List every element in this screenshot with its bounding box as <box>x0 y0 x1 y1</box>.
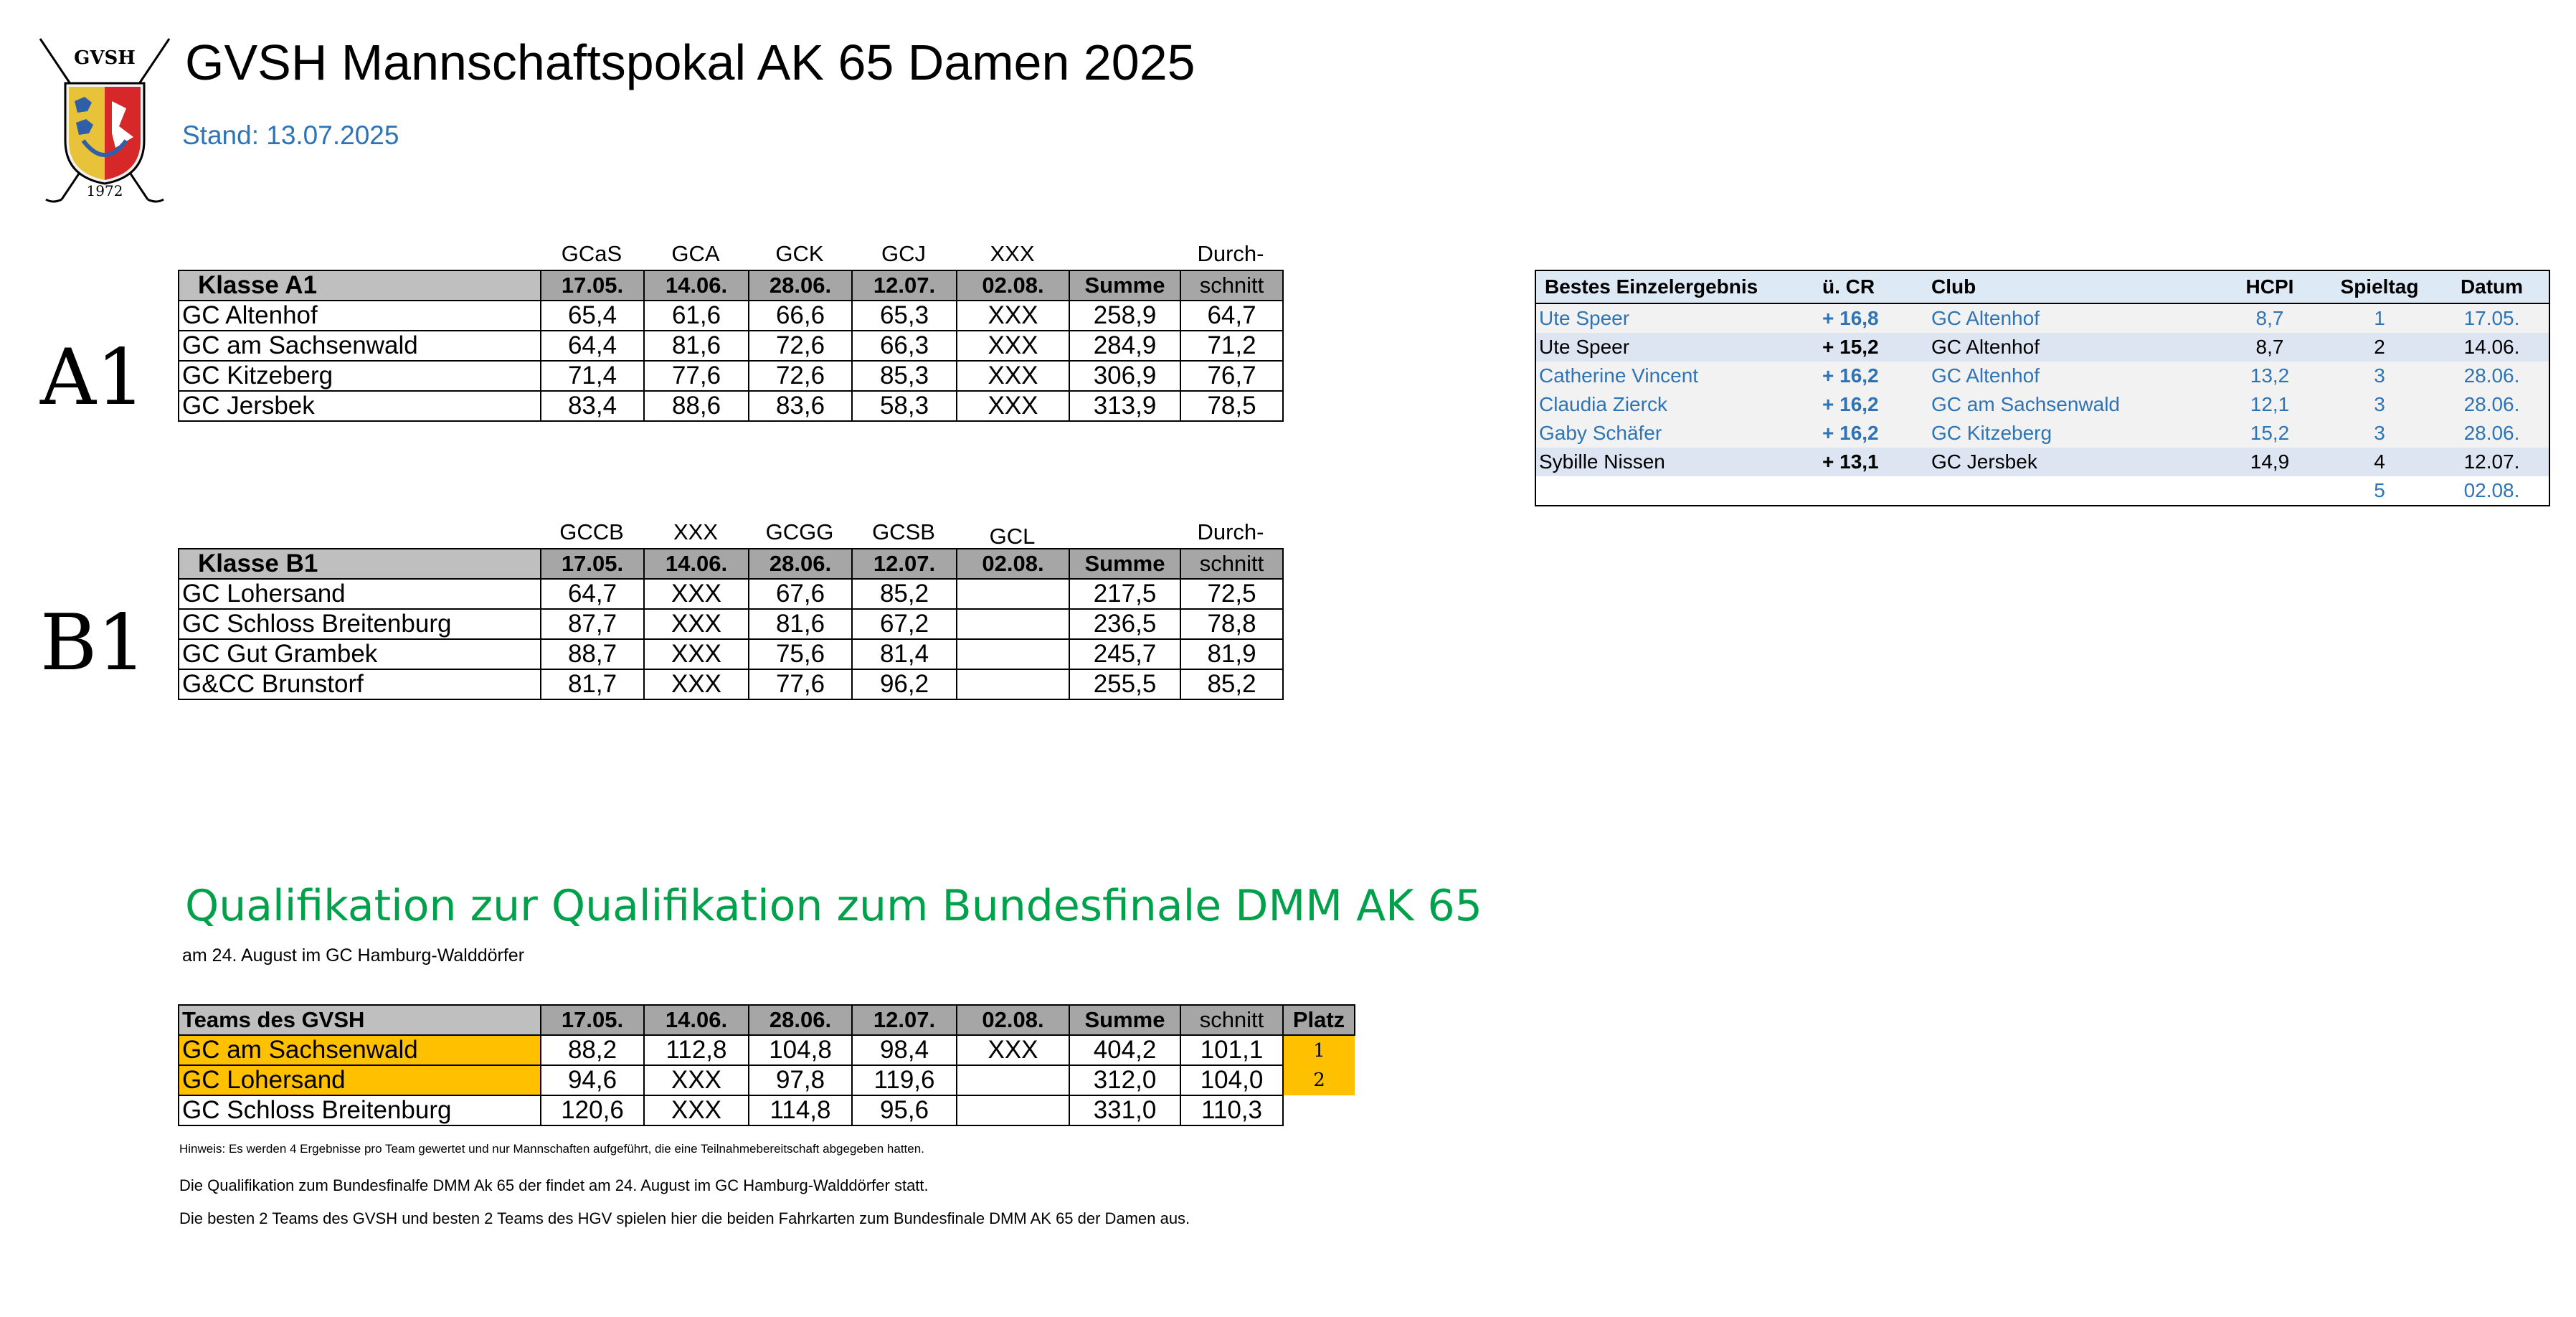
hcpi-value: 8,7 <box>2215 303 2324 333</box>
score-cell: 83,4 <box>541 391 644 421</box>
hcpi-value: 15,2 <box>2215 419 2324 448</box>
score-cell <box>957 1095 1069 1125</box>
cr-value: + 16,2 <box>1819 390 1928 419</box>
date-header: 17.05. <box>541 1005 644 1035</box>
avg-cell: 104,0 <box>1180 1065 1283 1095</box>
score-cell: 65,4 <box>541 301 644 331</box>
club-code: GCGG <box>765 519 834 544</box>
cr-value <box>1819 476 1928 506</box>
qualification-header-row <box>179 1005 1355 1035</box>
team-name: GC Schloss Breitenburg <box>179 1095 541 1125</box>
team-name: GC Altenhof <box>179 301 541 331</box>
score-cell: 77,6 <box>749 669 852 699</box>
table-row <box>179 391 1283 421</box>
table-row <box>179 1095 1355 1125</box>
date-header: 17.05. <box>541 270 644 301</box>
score-cell: 85,3 <box>852 361 957 391</box>
qualification-subtitle: am 24. August im GC Hamburg-Walddörfer <box>182 945 525 966</box>
qualification-table <box>178 1004 1355 1126</box>
b1-table <box>178 548 1284 700</box>
date-header: 14.06. <box>644 270 749 301</box>
cr-value: + 16,2 <box>1819 362 1928 390</box>
b1-label: B1 <box>40 598 147 688</box>
team-name: GC Jersbek <box>179 391 541 421</box>
score-cell: 85,2 <box>852 579 957 609</box>
player-name: Ute Speer <box>1535 303 1819 333</box>
table-row <box>1535 333 2549 362</box>
teams-header: Teams des GVSH <box>179 1005 541 1035</box>
header-cell: Spieltag <box>2324 270 2435 303</box>
score-cell: XXX <box>644 1065 749 1095</box>
date-header: 14.06. <box>644 1005 749 1035</box>
score-cell: 88,7 <box>541 639 644 669</box>
table-row <box>179 579 1283 609</box>
table-row <box>179 361 1283 391</box>
player-name: Catherine Vincent <box>1535 362 1819 390</box>
score-cell: 96,2 <box>852 669 957 699</box>
durch-label: Durch- <box>1197 241 1264 266</box>
score-cell: 81,6 <box>644 331 749 361</box>
score-cell: 75,6 <box>749 639 852 669</box>
avg-cell: 78,5 <box>1180 391 1283 421</box>
score-cell: 66,3 <box>852 331 957 361</box>
table-row <box>179 669 1283 699</box>
score-cell: 112,8 <box>644 1035 749 1065</box>
sum-cell: 306,9 <box>1069 361 1180 391</box>
club-name: GC Kitzeberg <box>1928 419 2215 448</box>
team-name: G&CC Brunstorf <box>179 669 541 699</box>
score-cell: XXX <box>644 579 749 609</box>
hcpi-value <box>2215 476 2324 506</box>
rank-cell <box>1283 1095 1355 1125</box>
date-header: 12.07. <box>852 270 957 301</box>
avg-cell: 85,2 <box>1180 669 1283 699</box>
club-code: XXX <box>990 241 1035 266</box>
durch-label: Durch- <box>1197 519 1264 544</box>
date-header: 14.06. <box>644 549 749 579</box>
a1-table <box>178 270 1284 422</box>
sum-cell: 404,2 <box>1069 1035 1180 1065</box>
score-cell: 98,4 <box>852 1035 957 1065</box>
date-header: 28.06. <box>749 270 852 301</box>
club-code: GCL <box>989 524 1036 549</box>
club-code: GCaS <box>561 241 622 266</box>
score-cell: XXX <box>957 331 1069 361</box>
sum-cell: 217,5 <box>1069 579 1180 609</box>
date-value: 28.06. <box>2435 419 2549 448</box>
date-header: 28.06. <box>749 549 852 579</box>
spieltag-value: 3 <box>2324 419 2435 448</box>
player-name <box>1535 476 1819 506</box>
score-cell: 120,6 <box>541 1095 644 1125</box>
header-cell: Datum <box>2435 270 2549 303</box>
player-name: Sybille Nissen <box>1535 448 1819 476</box>
avg-cell: 81,9 <box>1180 639 1283 669</box>
date-value: 02.08. <box>2435 476 2549 506</box>
club-name <box>1928 476 2215 506</box>
score-cell: 58,3 <box>852 391 957 421</box>
date-header: 02.08. <box>957 1005 1069 1035</box>
spieltag-value: 5 <box>2324 476 2435 506</box>
header-cell: HCPI <box>2215 270 2324 303</box>
table-row <box>1535 390 2549 419</box>
note-text: Die besten 2 Teams des GVSH und besten 2 Teams des HGV spielen hier die beiden Fahrkarten zum Bundesfinale DMM AK 65 der Damen aus. <box>179 1209 1190 1227</box>
score-cell: XXX <box>644 609 749 639</box>
hcpi-value: 13,2 <box>2215 362 2324 390</box>
date-header: 12.07. <box>852 549 957 579</box>
score-cell: 67,2 <box>852 609 957 639</box>
score-cell: XXX <box>644 1095 749 1125</box>
avg-cell: 71,2 <box>1180 331 1283 361</box>
player-name: Claudia Zierck <box>1535 390 1819 419</box>
club-code: GCSB <box>872 519 935 544</box>
score-cell: 119,6 <box>852 1065 957 1095</box>
team-name: GC Schloss Breitenburg <box>179 609 541 639</box>
page-title: GVSH Mannschaftspokal AK 65 Damen 2025 <box>185 34 1195 90</box>
table-row <box>179 1065 1355 1095</box>
spieltag-value: 4 <box>2324 448 2435 476</box>
sum-cell: 284,9 <box>1069 331 1180 361</box>
score-cell: 66,6 <box>749 301 852 331</box>
score-cell <box>957 609 1069 639</box>
header-cell: Club <box>1928 270 2215 303</box>
date-header: 12.07. <box>852 1005 957 1035</box>
date-header: 02.08. <box>957 270 1069 301</box>
score-cell <box>957 1065 1069 1095</box>
table-row <box>179 331 1283 361</box>
score-cell: 67,6 <box>749 579 852 609</box>
table-row <box>1535 476 2549 506</box>
cr-value: + 13,1 <box>1819 448 1928 476</box>
avg-cell: 78,8 <box>1180 609 1283 639</box>
club-code: GCJ <box>881 241 926 266</box>
hint-text: Hinweis: Es werden 4 Ergebnisse pro Team gewertet und nur Mannschaften aufgeführt, die eine Teilnahmebereitschaft abgegeben hatten. <box>179 1142 924 1156</box>
score-cell: 83,6 <box>749 391 852 421</box>
cr-value: + 15,2 <box>1819 333 1928 362</box>
score-cell: XXX <box>957 391 1069 421</box>
score-cell: XXX <box>957 301 1069 331</box>
rank-cell: 1 <box>1283 1035 1355 1065</box>
table-row <box>1535 303 2549 333</box>
table-row <box>1535 448 2549 476</box>
score-cell: 94,6 <box>541 1065 644 1095</box>
team-name: GC am Sachsenwald <box>179 331 541 361</box>
sum-cell: 258,9 <box>1069 301 1180 331</box>
platz-header: Platz <box>1283 1005 1355 1035</box>
score-cell: 77,6 <box>644 361 749 391</box>
stand-date: Stand: 13.07.2025 <box>182 121 399 150</box>
club-name: GC am Sachsenwald <box>1928 390 2215 419</box>
table-row <box>1535 362 2549 390</box>
rank-cell: 2 <box>1283 1065 1355 1095</box>
b1-club-codes <box>178 519 1282 548</box>
class-name: Klasse A1 <box>179 270 541 301</box>
header-cell: ü. CR <box>1819 270 1928 303</box>
team-name: GC Lohersand <box>179 1065 541 1095</box>
score-cell: 61,6 <box>644 301 749 331</box>
score-cell: 72,6 <box>749 361 852 391</box>
logo-text: GVSH <box>74 47 136 69</box>
score-cell: 71,4 <box>541 361 644 391</box>
score-cell: 64,4 <box>541 331 644 361</box>
score-cell: 104,8 <box>749 1035 852 1065</box>
team-name: GC am Sachsenwald <box>179 1035 541 1065</box>
score-cell: 88,2 <box>541 1035 644 1065</box>
avg-cell: 72,5 <box>1180 579 1283 609</box>
club-name: GC Altenhof <box>1928 333 2215 362</box>
date-value: 12.07. <box>2435 448 2549 476</box>
spieltag-value: 1 <box>2324 303 2435 333</box>
score-cell: 81,6 <box>749 609 852 639</box>
header-cell: Bestes Einzelergebnis <box>1535 270 1819 303</box>
score-cell: XXX <box>644 639 749 669</box>
sum-cell: 331,0 <box>1069 1095 1180 1125</box>
a1-label: A1 <box>40 333 146 423</box>
score-cell: 81,4 <box>852 639 957 669</box>
score-cell <box>957 579 1069 609</box>
score-cell: XXX <box>644 669 749 699</box>
date-value: 14.06. <box>2435 333 2549 362</box>
score-cell: XXX <box>957 361 1069 391</box>
schnitt-header: schnitt <box>1180 270 1283 301</box>
hcpi-value: 12,1 <box>2215 390 2324 419</box>
hcpi-value: 8,7 <box>2215 333 2324 362</box>
score-cell: 81,7 <box>541 669 644 699</box>
schnitt-header: schnitt <box>1180 549 1283 579</box>
spieltag-value: 3 <box>2324 390 2435 419</box>
date-value: 28.06. <box>2435 390 2549 419</box>
summe-header: Summe <box>1069 1005 1180 1035</box>
table-row <box>179 609 1283 639</box>
date-header: 28.06. <box>749 1005 852 1035</box>
score-cell: 95,6 <box>852 1095 957 1125</box>
gvsh-logo <box>33 33 176 212</box>
team-name: GC Kitzeberg <box>179 361 541 391</box>
cr-value: + 16,2 <box>1819 419 1928 448</box>
club-name: GC Altenhof <box>1928 303 2215 333</box>
club-code: GCA <box>671 241 720 266</box>
sum-cell: 255,5 <box>1069 669 1180 699</box>
player-name: Gaby Schäfer <box>1535 419 1819 448</box>
club-name: GC Altenhof <box>1928 362 2215 390</box>
club-code: GCCB <box>559 519 624 544</box>
avg-cell: 64,7 <box>1180 301 1283 331</box>
club-code: XXX <box>673 519 719 544</box>
sum-cell: 245,7 <box>1069 639 1180 669</box>
club-name: GC Jersbek <box>1928 448 2215 476</box>
qualification-title: Qualifikation zur Qualifikation zum Bundesfinale DMM AK 65 <box>185 881 1482 931</box>
b1-header-row <box>179 549 1283 579</box>
score-cell <box>957 639 1069 669</box>
summe-header: Summe <box>1069 270 1180 301</box>
score-cell <box>957 669 1069 699</box>
summe-header: Summe <box>1069 549 1180 579</box>
cr-value: + 16,8 <box>1819 303 1928 333</box>
score-cell: 87,7 <box>541 609 644 639</box>
score-cell: XXX <box>957 1035 1069 1065</box>
logo-year: 1972 <box>86 182 123 199</box>
date-value: 28.06. <box>2435 362 2549 390</box>
table-row <box>1535 419 2549 448</box>
spieltag-value: 2 <box>2324 333 2435 362</box>
class-name: Klasse B1 <box>179 549 541 579</box>
sum-cell: 313,9 <box>1069 391 1180 421</box>
team-name: GC Lohersand <box>179 579 541 609</box>
score-cell: 88,6 <box>644 391 749 421</box>
team-name: GC Gut Grambek <box>179 639 541 669</box>
score-cell: 64,7 <box>541 579 644 609</box>
a1-header-row <box>179 270 1283 301</box>
date-header: 02.08. <box>957 549 1069 579</box>
spieltag-value: 3 <box>2324 362 2435 390</box>
score-cell: 65,3 <box>852 301 957 331</box>
score-cell: 114,8 <box>749 1095 852 1125</box>
date-header: 17.05. <box>541 549 644 579</box>
hcpi-value: 14,9 <box>2215 448 2324 476</box>
player-name: Ute Speer <box>1535 333 1819 362</box>
sum-cell: 312,0 <box>1069 1065 1180 1095</box>
table-row <box>179 301 1283 331</box>
best-results-table <box>1535 270 2550 506</box>
note-text: Die Qualifikation zum Bundesfinalfe DMM Ak 65 der findet am 24. August im GC Hamburg-Walddörfer statt. <box>179 1176 929 1194</box>
avg-cell: 101,1 <box>1180 1035 1283 1065</box>
date-value: 17.05. <box>2435 303 2549 333</box>
a1-club-codes <box>178 241 1282 270</box>
avg-cell: 110,3 <box>1180 1095 1283 1125</box>
score-cell: 97,8 <box>749 1065 852 1095</box>
score-cell: 72,6 <box>749 331 852 361</box>
avg-cell: 76,7 <box>1180 361 1283 391</box>
club-code: GCK <box>775 241 824 266</box>
sum-cell: 236,5 <box>1069 609 1180 639</box>
table-row <box>179 639 1283 669</box>
schnitt-header: schnitt <box>1180 1005 1283 1035</box>
table-row <box>179 1035 1355 1065</box>
best-header-row <box>1535 270 2549 303</box>
